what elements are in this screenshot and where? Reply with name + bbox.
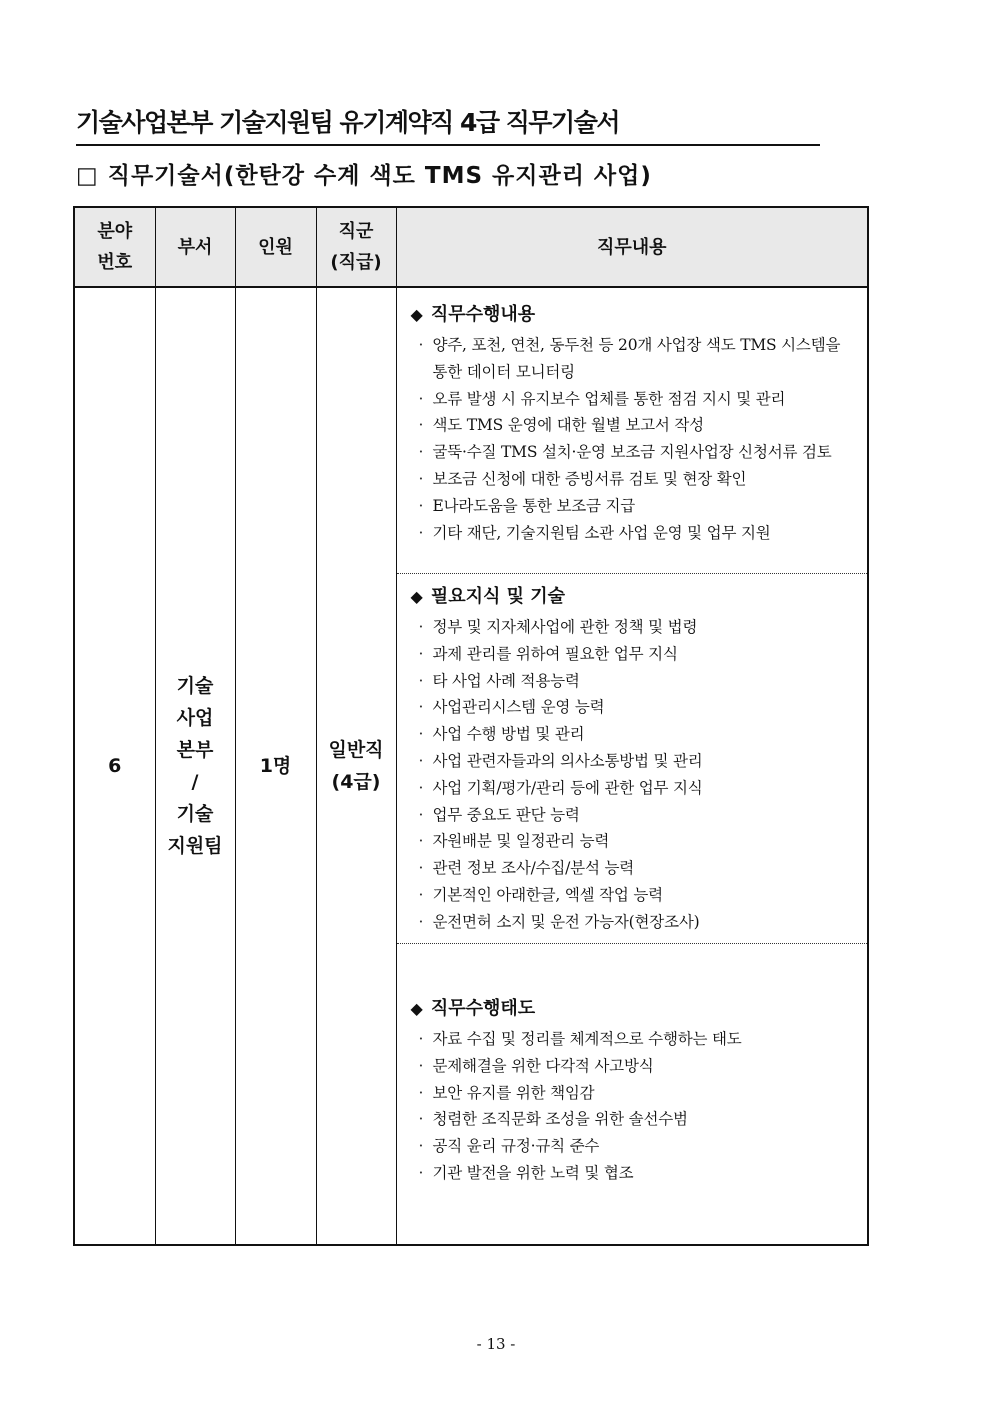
item-dot-icon: · bbox=[418, 523, 424, 542]
item-dot-icon: · bbox=[418, 1163, 424, 1182]
block-title: 직무수행태도 bbox=[430, 998, 536, 1019]
header-department: 부서 bbox=[155, 207, 235, 287]
diamond-bullet-icon: ◆ bbox=[410, 587, 423, 606]
duties-cell bbox=[396, 287, 868, 1245]
header-field-no-line1: 분야 bbox=[97, 221, 133, 242]
department-line: 기술 bbox=[176, 803, 214, 825]
list-item bbox=[419, 668, 860, 695]
block-heading bbox=[411, 298, 860, 332]
list-item-text: 기본적인 아래한글, 엑셀 작업 능력 bbox=[432, 885, 663, 904]
item-dot-icon: · bbox=[418, 1110, 424, 1129]
list-item bbox=[419, 493, 860, 520]
list-item-text: 색도 TMS 운영에 대한 월별 보고서 작성 bbox=[432, 416, 704, 435]
list-item bbox=[419, 614, 860, 641]
list-item bbox=[419, 1160, 860, 1187]
list-item-text: 공직 윤리 규정·규칙 준수 bbox=[432, 1137, 600, 1156]
item-dot-icon: · bbox=[418, 912, 424, 931]
list-item bbox=[419, 775, 860, 802]
job-description-table bbox=[73, 206, 869, 1246]
header-field-no bbox=[74, 207, 155, 287]
department-line: 지원팀 bbox=[167, 835, 223, 857]
item-dot-icon: · bbox=[418, 469, 424, 488]
document-title: 기술사업본부 기술지원팀 유기계약직 4급 직무기술서 bbox=[76, 104, 820, 146]
list-item-text: 자원배분 및 일정관리 능력 bbox=[432, 832, 610, 851]
field-no-cell: 6 bbox=[74, 287, 155, 1245]
list-item bbox=[419, 466, 860, 493]
header-duties: 직무내용 bbox=[396, 207, 868, 287]
item-dot-icon: · bbox=[418, 1030, 424, 1048]
knowledge-block bbox=[397, 574, 868, 944]
list-item bbox=[419, 1080, 860, 1107]
duties-block bbox=[397, 288, 868, 574]
list-item-text: 사업 수행 방법 및 관리 bbox=[432, 725, 585, 744]
grade-line: (4급) bbox=[331, 771, 381, 793]
item-dot-icon: · bbox=[418, 644, 424, 663]
list-item-text: 타 사업 사례 적용능력 bbox=[432, 671, 580, 690]
list-item bbox=[419, 439, 860, 466]
block-title: 직무수행내용 bbox=[430, 304, 536, 325]
list-item bbox=[419, 909, 860, 936]
list-item-text: 보조금 신청에 대한 증빙서류 검토 및 현장 확인 bbox=[432, 469, 747, 488]
item-dot-icon: · bbox=[418, 805, 424, 824]
list-item-text: 문제해결을 위한 다각적 사고방식 bbox=[432, 1056, 654, 1075]
list-item bbox=[419, 802, 860, 829]
header-grade-line2: (직급) bbox=[330, 252, 382, 273]
list-item-text: 기관 발전을 위한 노력 및 협조 bbox=[432, 1163, 634, 1182]
header-field-no-line2: 번호 bbox=[97, 252, 133, 273]
item-dot-icon: · bbox=[418, 885, 424, 904]
block-heading bbox=[411, 580, 860, 614]
list-item-text: 사업관리시스템 운영 능력 bbox=[432, 698, 605, 717]
department-cell bbox=[155, 287, 235, 1245]
item-dot-icon: · bbox=[418, 336, 424, 354]
item-dot-icon: · bbox=[418, 859, 424, 878]
item-dot-icon: · bbox=[418, 751, 424, 770]
list-item-text: 관련 정보 조사/수집/분석 능력 bbox=[432, 859, 635, 878]
list-item bbox=[419, 1026, 860, 1053]
department-line: 사업 bbox=[176, 707, 214, 729]
list-item-text: 정부 및 지자체사업에 관한 정책 및 법령 bbox=[432, 618, 698, 636]
grade-cell bbox=[316, 287, 396, 1245]
list-item-text: 운전면허 소지 및 운전 가능자(현장조사) bbox=[432, 912, 700, 931]
item-dot-icon: · bbox=[418, 698, 424, 717]
item-list bbox=[411, 332, 860, 546]
item-dot-icon: · bbox=[418, 671, 424, 690]
list-item-text: 업무 중요도 판단 능력 bbox=[432, 805, 580, 824]
list-item-text: 과제 관리를 위하여 필요한 업무 지식 bbox=[432, 644, 678, 663]
item-dot-icon: · bbox=[418, 832, 424, 851]
diamond-bullet-icon: ◆ bbox=[410, 305, 423, 324]
grade-line: 일반직 bbox=[328, 739, 384, 761]
list-item bbox=[419, 828, 860, 855]
list-item-text: 사업 관련자들과의 의사소통방법 및 관리 bbox=[432, 751, 703, 770]
item-dot-icon: · bbox=[418, 416, 424, 435]
header-headcount: 인원 bbox=[235, 207, 316, 287]
attitude-block bbox=[397, 944, 868, 1187]
section-heading: □ 직무기술서(한탄강 수계 색도 TMS 유지관리 사업) bbox=[76, 163, 652, 189]
block-heading bbox=[411, 992, 860, 1026]
list-item-text: E나라도움을 통한 보조금 지급 bbox=[432, 496, 636, 515]
item-dot-icon: · bbox=[418, 778, 424, 797]
headcount-cell: 1명 bbox=[235, 287, 316, 1245]
list-item bbox=[419, 694, 860, 721]
list-item-text: 양주, 포천, 연천, 동두천 등 20개 사업장 색도 TMS 시스템을 통한 데이터 모니터링 bbox=[432, 336, 841, 381]
list-item bbox=[419, 855, 860, 882]
list-item bbox=[419, 412, 860, 439]
list-item bbox=[419, 748, 860, 775]
department-line: / bbox=[191, 771, 199, 793]
item-dot-icon: · bbox=[418, 618, 424, 636]
list-item bbox=[419, 721, 860, 748]
header-grade-line1: 직군 bbox=[338, 221, 374, 242]
item-dot-icon: · bbox=[418, 1083, 424, 1102]
item-dot-icon: · bbox=[418, 1056, 424, 1075]
item-list bbox=[411, 614, 860, 936]
list-item bbox=[419, 1106, 860, 1133]
table-header-row bbox=[74, 207, 868, 287]
header-grade bbox=[316, 207, 396, 287]
list-item bbox=[419, 1133, 860, 1160]
item-dot-icon: · bbox=[418, 1137, 424, 1156]
list-item-text: 기타 재단, 기술지원팀 소관 사업 운영 및 업무 지원 bbox=[432, 523, 771, 542]
department-line: 본부 bbox=[176, 739, 214, 761]
list-item bbox=[419, 641, 860, 668]
table-row bbox=[74, 287, 868, 1245]
item-dot-icon: · bbox=[418, 496, 424, 515]
list-item bbox=[419, 332, 860, 386]
list-item bbox=[419, 1053, 860, 1080]
list-item bbox=[419, 386, 860, 413]
diamond-bullet-icon: ◆ bbox=[410, 999, 423, 1018]
block-title: 필요지식 및 기술 bbox=[430, 586, 566, 607]
item-dot-icon: · bbox=[418, 389, 424, 408]
item-dot-icon: · bbox=[418, 443, 424, 462]
list-item-text: 사업 기획/평가/관리 등에 관한 업무 지식 bbox=[432, 778, 703, 797]
list-item-text: 오류 발생 시 유지보수 업체를 통한 점검 지시 및 관리 bbox=[432, 389, 786, 408]
department-line: 기술 bbox=[176, 675, 214, 697]
list-item-text: 굴뚝·수질 TMS 설치·운영 보조금 지원사업장 신청서류 검토 bbox=[432, 443, 832, 462]
item-list bbox=[411, 1026, 860, 1187]
list-item bbox=[419, 520, 860, 547]
list-item-text: 청렴한 조직문화 조성을 위한 솔선수범 bbox=[432, 1110, 688, 1129]
list-item-text: 자료 수집 및 정리를 체계적으로 수행하는 태도 bbox=[432, 1030, 742, 1048]
list-item-text: 보안 유지를 위한 책임감 bbox=[432, 1083, 595, 1102]
list-item bbox=[419, 882, 860, 909]
item-dot-icon: · bbox=[418, 725, 424, 744]
page-number: - 13 - bbox=[476, 1335, 516, 1353]
